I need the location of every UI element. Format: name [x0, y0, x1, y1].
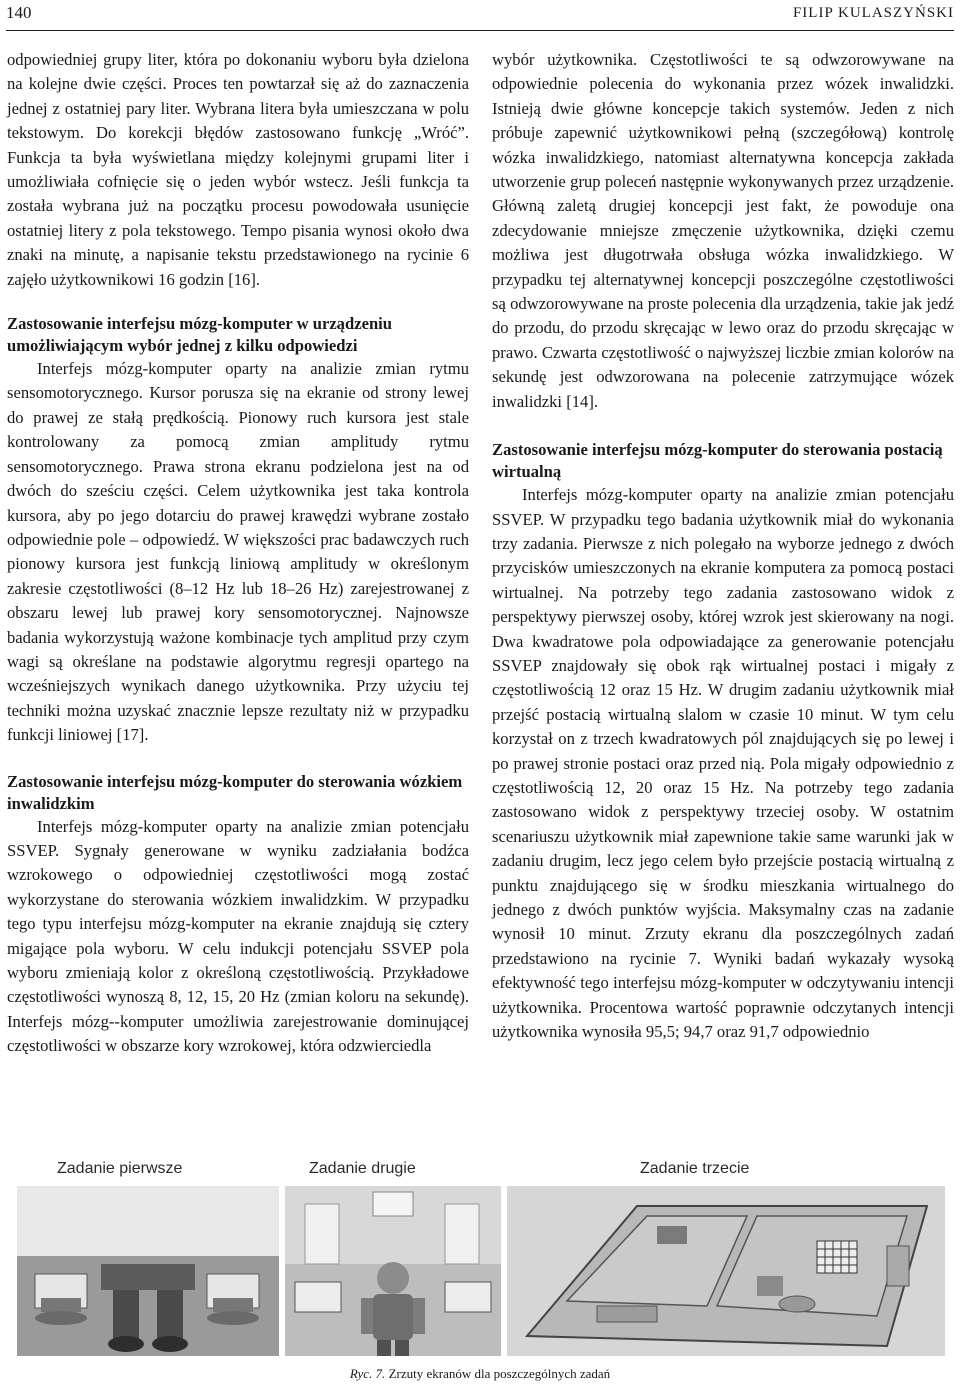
right-column	[492, 48, 954, 1044]
caption-prefix: Ryc. 7.	[349, 1366, 386, 1381]
figure-caption	[0, 1366, 960, 1382]
section-heading: Zastosowanie interfejsu mózg-komputer do sterowania postacią wirtualną	[492, 440, 943, 482]
paragraph: Interfejs mózg-komputer oparty na analizie zmian potencjału SSVEP. Sygnały generowane w wyniku zadziałania bodźca wzrokowego o odpowiedniej częstotliwości mogą zostać wykorzystane do sterowania wózkiem inwalidzkim. W przypadku tego typu interfejsu mózg-komputer na ekranie znajdują się cztery migające pola wyboru. W celu indukcji potencjału SSVEP pola wyboru zmieniają kolor z określoną częstotliwością. Przykładowe częstotliwości wynoszą 8, 12, 15, 20 Hz (zmian koloru na sekundę). Interfejs mózg--komputer umożliwia zarejestrowanie dominującej częstotliwości w obszarze kory wzrokowej, która odzwierciedla	[7, 816, 469, 1056]
third-person-scene-image	[285, 1186, 501, 1356]
figure-label-task-3: Zadanie trzecie	[640, 1160, 750, 1177]
first-person-scene-image	[17, 1186, 279, 1356]
figure-7	[17, 1160, 945, 1358]
page-number: 140	[6, 3, 32, 22]
apartment-scene-image	[507, 1186, 945, 1356]
left-column	[7, 48, 469, 1059]
page-header	[6, 0, 954, 31]
screenshot-task-1	[17, 1186, 279, 1356]
screenshot-task-2	[285, 1186, 501, 1356]
screenshot-task-3	[507, 1186, 945, 1356]
section-heading: Zastosowanie interfejsu mózg-komputer w urządzeniu umożliwiającym wybór jednej z kilku odpowiedzi	[7, 314, 393, 356]
caption-text: Zrzuty ekranów dla poszczególnych zadań	[388, 1366, 611, 1381]
figure-label-task-1: Zadanie pierwsze	[57, 1160, 183, 1177]
paragraph: Interfejs mózg-komputer oparty na analizie zmian potencjału SSVEP. W przypadku tego badania użytkownik miał do wykonania trzy zadania. Pierwsze z nich polegało na wyborze jednego z dwóch przycisków umieszczonych na ekranie komputera za pomocą postaci wirtualnej. Na potrzeby tego zadania zastosowano widok z perspektywy pierwszej osoby, której wzrok jest skierowany na nogi. Dwa kwadratowe pola odpowiadające za generowanie potencjału SSVEP znajdowały się obok rąk wirtualnej postaci i migały z częstotliwością 12 oraz 15 Hz. W drugim zadaniu użytkownik miał przejść postacią wirtualną slalom w czasie 10 minut. W tym celu korzystał on z trzech kwadratowych pól znajdujących się po lewej i po prawej stronie postaci oraz przed nią. Pola migały odpowiednio z częstotliwością 12, 20 oraz 15 Hz. Na potrzeby tego zadania zastosowano widok z perspektywy trzeciej osoby. W ostatnim scenariuszu użytkownik miał zapewnione takie same warunki jak w zadaniu drugim, lecz jego celem było przejście postacią wirtualną z punktu znajdującego się w środku mieszkania wirtualnego do jednego z dwóch punktów wyjścia. Maksymalny czas na zadanie wynosił 10 minut. Zrzuty ekranu dla poszczególnych zadań przedstawiono na rycinie 7. Wyniki badań wykazały wysoką efektywność tego interfejsu mózg-komputer w odczytywaniu intencji użytkownika. Procentowa wartość poprawnie odczytanych intencji użytkownika wynosiła 95,5; 94,7 oraz 91,7 odpowiednio	[492, 485, 954, 1042]
paragraph: Interfejs mózg-komputer oparty na analizie zmian rytmu sensomotorycznego. Kursor porusza się na ekranie od strony lewej do prawej ze stałą prędkością. Pionowy ruch kursora jest stale kontrolowany za pomocą zmian amplitudy rytmu sensomotorycznego. Prawa strona ekranu podzielona jest na od dwóch do sześciu części. Celem użytkownika jest taka kontrola kursora, aby po jego dotarciu do prawej krawędzi wybrane zostało odpowiednie pole – odpowiedź. W większości prac badawczych ruch pionowy kursora jest funkcją liniową amplitudy w określonym zakresie częstotliwości (8–12 Hz lub 18–26 Hz) zarejestrowanej z obszaru lewej lub prawej kory sensomotorycznej. Najnowsze badania wykorzystują ważone kombinacje tych amplitud przy czym wagi są określane na podstawie algorytmu regresji opartego na wcześniejszych wynikach danego użytkownika. Przy użyciu tej techniki można uzyskać znacznie lepsze rezultaty niż w przypadku funkcji liniowej [17].	[7, 359, 469, 745]
section-heading: Zastosowanie interfejsu mózg-komputer do sterowania wózkiem inwalidzkim	[7, 771, 463, 813]
paragraph: wybór użytkownika. Częstotliwości te są odwzorowywane na odpowiednie polecenia do wykonania przez wózek inwalidzki. Istnieją dwie główne koncepcje takich systemów. Jeden z nich próbuje zapewnić użytkownikowi pełną (szczegółową) kontrolę wózka inwalidzkiego, natomiast alternatywna koncepcja zakłada utworzenie grup poleceń następnie wykonywanych przez urządzenie. Główną zaletą drugiej koncepcji jest fakt, że powoduje ona zdecydowanie mniejsze zmęczenie użytkownika, dzięki czemu możliwa jest długotrwała obsługa wózka inwalidzkiego. W przypadku tej alternatywnej koncepcji poszczególne częstotliwości są odwzorowywane na proste polecenia dla urządzenia, takie jak jedź do przodu, do przodu skręcając w lewo oraz do przodu skręcając w prawo. Czwarta częstotliwość o najwyższej liczbie zmian kolorów na sekundę jest odwzorowana na polecenie zatrzymujące wózek inwalidzki [14].	[492, 50, 954, 411]
paragraph: odpowiedniej grupy liter, która po dokonaniu wyboru była dzielona na kolejne dwie części. Proces ten powtarzał się aż do zaznaczenia jednej z ostatniej pary liter. Wybrana litera była umieszczana w polu tekstowym. Do korekcji błędów zastosowano funkcję „Wróć”. Funkcja ta była wyświetlana między kolejnymi grupami liter i umożliwiała cofnięcie się o jeden wybór wstecz. Jeśli funkcja ta została wybrana już na początku procesu powodowała usunięcie ostatniej litery z pola tekstowego. Tempo pisania wynosi około dwa znaki na minutę, a napisanie tekstu przedstawionego na rycinie 6 zajęło użytkownikowi 16 godzin [16].	[7, 50, 469, 289]
figure-label-task-2: Zadanie drugie	[309, 1160, 416, 1177]
running-head-author: FILIP KULASZYŃSKI	[792, 5, 954, 21]
